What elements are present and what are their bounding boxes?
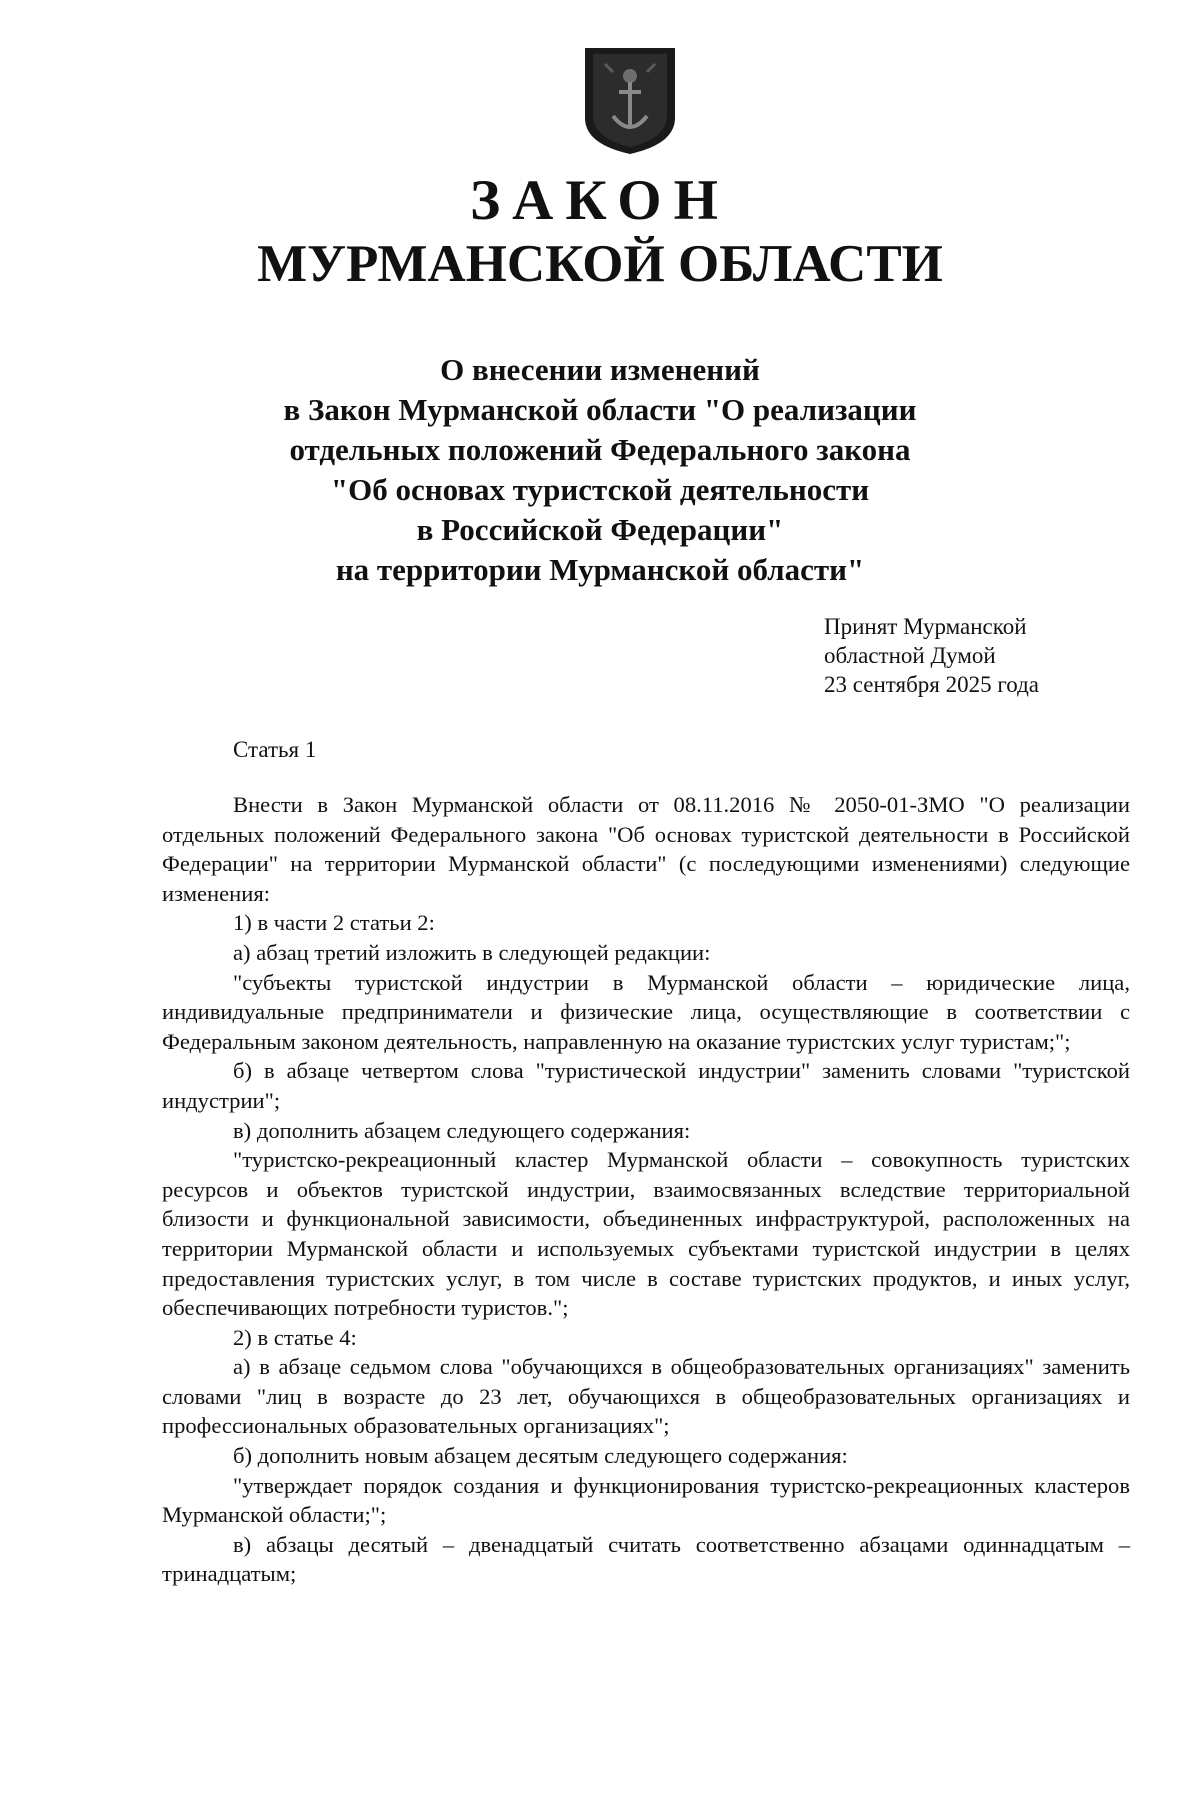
paragraph: "субъекты туристской индустрии в Мурманской области – юридические лица, индивидуальные предприниматели и физические лица, осуществляющие в соответствии с Федеральным законом деятельность, направленную на оказание туристских услуг туристам;"; bbox=[162, 969, 1130, 1054]
paragraph: Внести в Закон Мурманской области от 08.11.2016 № 2050-01-ЗМО "О реализации отдельных положений Федерального закона "Об основах туристской деятельности в Российской Федерации" на территории Мурманской области" (с последующими изменениями) следующие изменения: bbox=[162, 792, 1130, 906]
paragraph: в) абзацы десятый – двенадцатый считать соответственно абзацами одиннадцатым – тринадцатым; bbox=[162, 1531, 1130, 1587]
law-title-line: на территории Мурманской области" bbox=[335, 552, 865, 587]
paragraph: "утверждает порядок создания и функционирования туристско-рекреационных кластеров Мурманской области;"; bbox=[162, 1472, 1130, 1528]
law-title-line: в Закон Мурманской области "О реализации bbox=[283, 392, 917, 427]
law-heading: ЗАКОН bbox=[470, 169, 730, 232]
article-body bbox=[162, 790, 1130, 1589]
paragraph: в) дополнить абзацем следующего содержания: bbox=[233, 1117, 691, 1143]
paragraph: а) абзац третий изложить в следующей редакции: bbox=[233, 939, 711, 965]
adoption-note bbox=[824, 612, 1039, 699]
article-heading: Статья 1 bbox=[233, 737, 317, 762]
adoption-date: 23 сентября 2025 года bbox=[824, 672, 1039, 697]
paragraph: б) в абзаце четвертом слова "туристической индустрии" заменить словами "туристской индустрии"; bbox=[162, 1058, 1130, 1113]
region-name: МУРМАНСКОЙ ОБЛАСТИ bbox=[257, 235, 943, 293]
law-title-line: в Российской Федерации" bbox=[416, 512, 784, 547]
law-title-line: "Об основах туристской деятельности bbox=[330, 472, 870, 507]
paragraph: 1) в части 2 статьи 2: bbox=[233, 910, 435, 936]
law-title-line: отдельных положений Федерального закона bbox=[289, 432, 911, 467]
paragraph: а) в абзаце седьмом слова "обучающихся в общеобразовательных организациях" заменить словами "лиц в возрасте до 23 лет, обучающихся в общеобразовательных организациях и профессиональных образовательных организациях"; bbox=[162, 1354, 1130, 1439]
adoption-line: Принят Мурманской bbox=[824, 614, 1027, 639]
adoption-line: областной Думой bbox=[824, 643, 996, 668]
law-title-line: О внесении изменений bbox=[440, 352, 760, 387]
paragraph: "туристско-рекреационный кластер Мурманской области – совокупность туристских ресурсов и объектов туристской индустрии, взаимосвязанных вследствие территориальной близости и функциональной зависимости, объединенных инфраструктурой, расположенных на территории Мурманской области и используемых субъектами туристской индустрии в целях предоставления туристских услуг, в том числе в составе туристских продуктов, и иных услуг, обеспечивающих потребности туристов."; bbox=[162, 1147, 1130, 1321]
law-title bbox=[0, 350, 1200, 590]
coat-of-arms-icon bbox=[583, 46, 677, 156]
paragraph: 2) в статье 4: bbox=[233, 1324, 357, 1350]
paragraph: б) дополнить новым абзацем десятым следующего содержания: bbox=[233, 1443, 848, 1469]
